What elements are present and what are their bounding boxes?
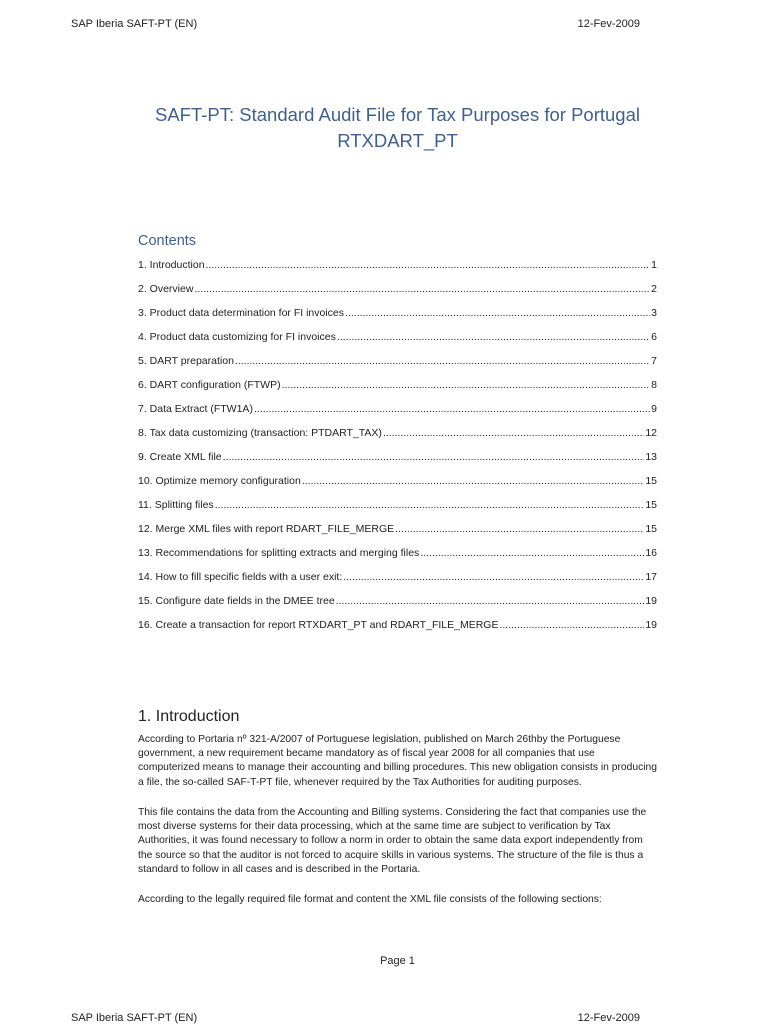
toc-entry-page: 7 <box>651 355 657 367</box>
header-date: 12-Fev-2009 <box>577 18 640 30</box>
toc-entry[interactable] <box>138 378 658 402</box>
toc-entry[interactable] <box>138 330 658 354</box>
toc-entry-page: 12 <box>645 427 657 439</box>
toc-entry-page: 8 <box>651 379 657 391</box>
toc-entry-page: 1 <box>651 259 657 271</box>
contents-heading: Contents <box>138 233 197 249</box>
toc-entry[interactable] <box>138 306 658 330</box>
toc-leader-dots <box>499 618 644 632</box>
toc-entry[interactable] <box>138 546 658 570</box>
section-heading: 1. Introduction <box>138 708 240 725</box>
toc-entry-title: 16. Create a transaction for report RTXDART_PT and RDART_FILE_MERGE <box>138 619 499 631</box>
toc-entry[interactable] <box>138 354 658 378</box>
toc-entry-title: 11. Splitting files <box>138 499 214 511</box>
toc-entry-page: 13 <box>645 451 657 463</box>
footer-date: 12-Fev-2009 <box>577 1012 640 1024</box>
toc-leader-dots <box>215 498 645 512</box>
toc-leader-dots <box>282 378 651 392</box>
intro-paragraph-2: This file contains the data from the Accounting and Billing systems. Considering the fact that companies use the most diverse systems for their data processing, which at the same time are subject to verification by Tax Authorities, it was found necessary to follow a norm in order to obtain the same data export independently from the source so that the auditor is not forced to acquire skills in various systems. The structure of the file is thus a standard to follow in all cases and is described in the Portaria. <box>138 807 647 875</box>
toc-leader-dots <box>343 570 644 584</box>
toc-entry-page: 15 <box>645 475 657 487</box>
toc-entry[interactable] <box>138 474 658 498</box>
toc-entry-page: 9 <box>651 403 657 415</box>
toc-leader-dots <box>420 546 644 560</box>
toc-entry[interactable] <box>138 450 658 474</box>
toc-leader-dots <box>345 306 650 320</box>
intro-paragraph-1: According to Portaria nº 321-A/2007 of Portuguese legislation, published on March 26thby the Portuguese government, a new requirement became mandatory as of fiscal year 2008 for all companies that use computerized means to manage their accounting and billing procedures. This new obligation consists in producing a file, the so-called SAF-T-PT file, whenever required by the Tax Authorities for auditing purposes. <box>138 734 657 788</box>
intro-paragraph-3: According to the legally required file format and content the XML file consists of the following sections: <box>138 894 602 905</box>
toc-entry-page: 19 <box>645 619 657 631</box>
toc-entry-title: 1. Introduction <box>138 259 205 271</box>
toc-entry-title: 13. Recommendations for splitting extracts and merging files <box>138 547 420 559</box>
toc-entry-title: 8. Tax data customizing (transaction: PTDART_TAX) <box>138 427 382 439</box>
toc-entry-title: 9. Create XML file <box>138 451 222 463</box>
toc-entry-title: 14. How to fill specific fields with a user exit: <box>138 571 343 583</box>
toc-entry-title: 2. Overview <box>138 283 194 295</box>
toc-entry-title: 15. Configure date fields in the DMEE tree <box>138 595 335 607</box>
toc-leader-dots <box>302 474 644 488</box>
toc-leader-dots <box>235 354 650 368</box>
title-line-2: RTXDART_PT <box>337 130 458 151</box>
toc-leader-dots <box>383 426 644 440</box>
header-left-text: SAP Iberia SAFT-PT (EN) <box>71 18 198 30</box>
toc-leader-dots <box>206 258 651 272</box>
toc-entry[interactable] <box>138 258 658 282</box>
toc-entry-page: 3 <box>651 307 657 319</box>
footer-left-text: SAP Iberia SAFT-PT (EN) <box>71 1012 198 1024</box>
toc-entry-page: 19 <box>645 595 657 607</box>
toc-entry[interactable] <box>138 618 658 642</box>
toc-entry[interactable] <box>138 282 658 306</box>
toc-leader-dots <box>194 282 650 296</box>
toc-entry[interactable] <box>138 426 658 450</box>
toc-entry-title: 6. DART configuration (FTWP) <box>138 379 281 391</box>
toc-entry[interactable] <box>138 570 658 594</box>
page-number: Page 1 <box>380 955 415 967</box>
toc-entry-title: 3. Product data determination for FI invoices <box>138 307 345 319</box>
title-line-1: SAFT-PT: Standard Audit File for Tax Purposes for Portugal <box>154 104 640 125</box>
toc-leader-dots <box>223 450 645 464</box>
toc-entry-title: 4. Product data customizing for FI invoices <box>138 331 336 343</box>
table-of-contents <box>138 258 658 642</box>
toc-entry[interactable] <box>138 402 658 426</box>
toc-entry-page: 17 <box>645 571 657 583</box>
toc-entry-page: 16 <box>645 547 657 559</box>
toc-entry-title: 12. Merge XML files with report RDART_FILE_MERGE <box>138 523 395 535</box>
toc-entry[interactable] <box>138 522 658 546</box>
toc-entry[interactable] <box>138 498 658 522</box>
toc-entry-page: 2 <box>651 283 657 295</box>
toc-leader-dots <box>336 594 645 608</box>
toc-entry-page: 15 <box>645 499 657 511</box>
document-title <box>0 102 768 154</box>
toc-leader-dots <box>254 402 650 416</box>
toc-entry-title: 7. Data Extract (FTW1A) <box>138 403 253 415</box>
toc-leader-dots <box>395 522 644 536</box>
toc-entry-page: 6 <box>651 331 657 343</box>
toc-entry[interactable] <box>138 594 658 618</box>
toc-entry-title: 5. DART preparation <box>138 355 234 367</box>
toc-entry-page: 15 <box>645 523 657 535</box>
toc-entry-title: 10. Optimize memory configuration <box>138 475 301 487</box>
toc-leader-dots <box>337 330 650 344</box>
